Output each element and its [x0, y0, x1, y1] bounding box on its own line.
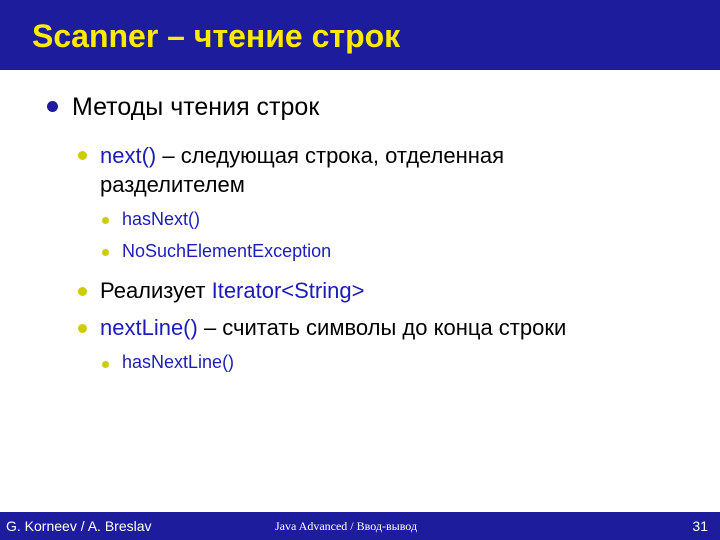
bullet-dot-6: [78, 324, 87, 333]
bullet-iterator-text: Реализует: [100, 278, 212, 303]
bullet-next-text: – следующая строка, отделенная: [156, 143, 505, 168]
bullet-dot-5: [78, 287, 87, 296]
code-next: next(): [100, 143, 157, 168]
bullet-dot-1: [47, 101, 58, 112]
bullet-methods-text: Методы чтения строк: [72, 93, 320, 121]
bullet-nosuchelement: NoSuchElementException: [122, 241, 332, 261]
bullet-hasnext: hasNext(): [122, 209, 201, 229]
bullet-next: [100, 143, 504, 169]
bullet-hasnextline: hasNextLine(): [122, 352, 235, 372]
bullet-dot-7: [102, 361, 109, 368]
bullet-dot-2: [78, 151, 87, 160]
bullet-next-cont-text: разделителем: [100, 172, 245, 197]
bullet-methods: [72, 93, 319, 122]
bullet-nextline: [100, 315, 566, 341]
footer-course: Java Advanced / Ввод-вывод: [275, 519, 418, 533]
bullet-dot-4: [102, 249, 109, 256]
bullet-iterator: [100, 278, 364, 304]
bullet-nextline-text: – считать символы до конца строки: [197, 315, 567, 340]
bullet-dot-3: [102, 217, 109, 224]
slide-title: Scanner – чтение строк: [32, 18, 401, 54]
footer-authors: G. Korneev / A. Breslav: [6, 518, 152, 534]
code-iterator: Iterator<String>: [211, 278, 365, 303]
bullet-next-continuation: [100, 172, 245, 198]
slide-footer: [0, 512, 720, 540]
code-nextline: nextLine(): [100, 315, 198, 340]
footer-page-number: 31: [692, 518, 708, 534]
